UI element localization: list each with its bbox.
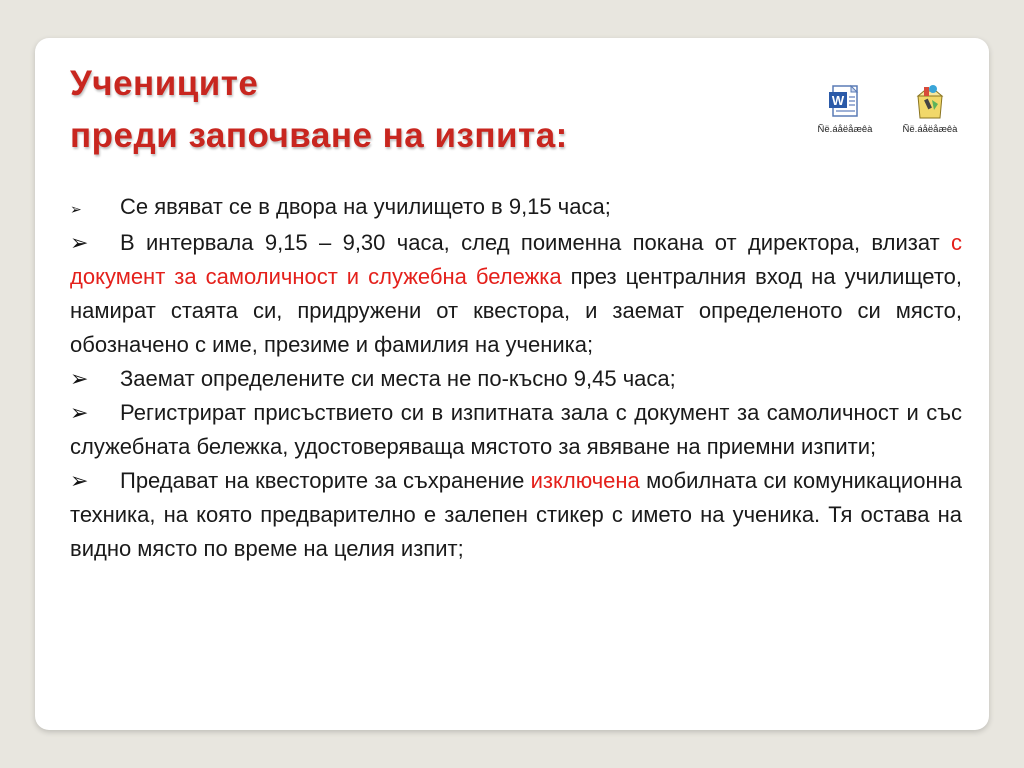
package-object-icon — [910, 82, 950, 122]
bullet-text: мобилната си комуникационна техника, на която предварително е залепен стикер с името на ученика. Тя остава на видно място по време на целия изпит; — [70, 468, 962, 561]
slide-title — [70, 58, 568, 162]
bullet-arrow-icon: ➢ — [70, 230, 89, 255]
bullet-text: през централния вход на училището, намират стаята си, придружени от квестора, и заемат определеното си място, обозначено с име, презиме и фамилия на ученика; — [70, 264, 962, 357]
bullet-highlight: изключена — [530, 468, 640, 493]
bullet-item — [70, 190, 962, 226]
bullet-text: Се явяват се в двора на училището в 9,15 часа; — [120, 194, 611, 219]
bullet-arrow-icon: ➢ — [70, 366, 89, 391]
bullet-list — [70, 190, 962, 566]
bullet-text: Заемат определените си места не по-късно 9,45 часа; — [120, 366, 676, 391]
bullet-arrow-icon: ➢ — [70, 201, 82, 217]
attachment-word-doc[interactable] — [805, 82, 885, 135]
bullet-text: Предават на квесторите за съхранение — [120, 468, 531, 493]
bullet-arrow-icon: ➢ — [70, 468, 89, 493]
svg-text:W: W — [831, 93, 845, 108]
title-line-1: Учениците — [70, 64, 259, 103]
bullet-text: В интервала 9,15 – 9,30 часа, след поименна покана от директора, влизат — [120, 230, 951, 255]
bullet-arrow-icon: ➢ — [70, 400, 89, 425]
bullet-item — [70, 362, 962, 396]
bullet-item — [70, 464, 962, 566]
bullet-item — [70, 226, 962, 362]
bullet-text: Регистрират присъствието си в изпитната зала с документ за самоличност и със служебната бележка, удостоверяваща мястото за явяване на приемни изпити; — [70, 400, 962, 459]
bullet-highlight: с документ за самоличност и служебна бележка — [70, 230, 962, 289]
title-line-2: преди започване на изпита: — [70, 116, 568, 155]
attachment-caption: Ñë.áåëåæêà — [902, 124, 958, 135]
bullet-item — [70, 396, 962, 464]
word-document-icon — [825, 82, 865, 122]
attachment-package[interactable] — [890, 82, 970, 135]
attachment-caption: Ñë.áåëåæêà — [817, 124, 873, 135]
